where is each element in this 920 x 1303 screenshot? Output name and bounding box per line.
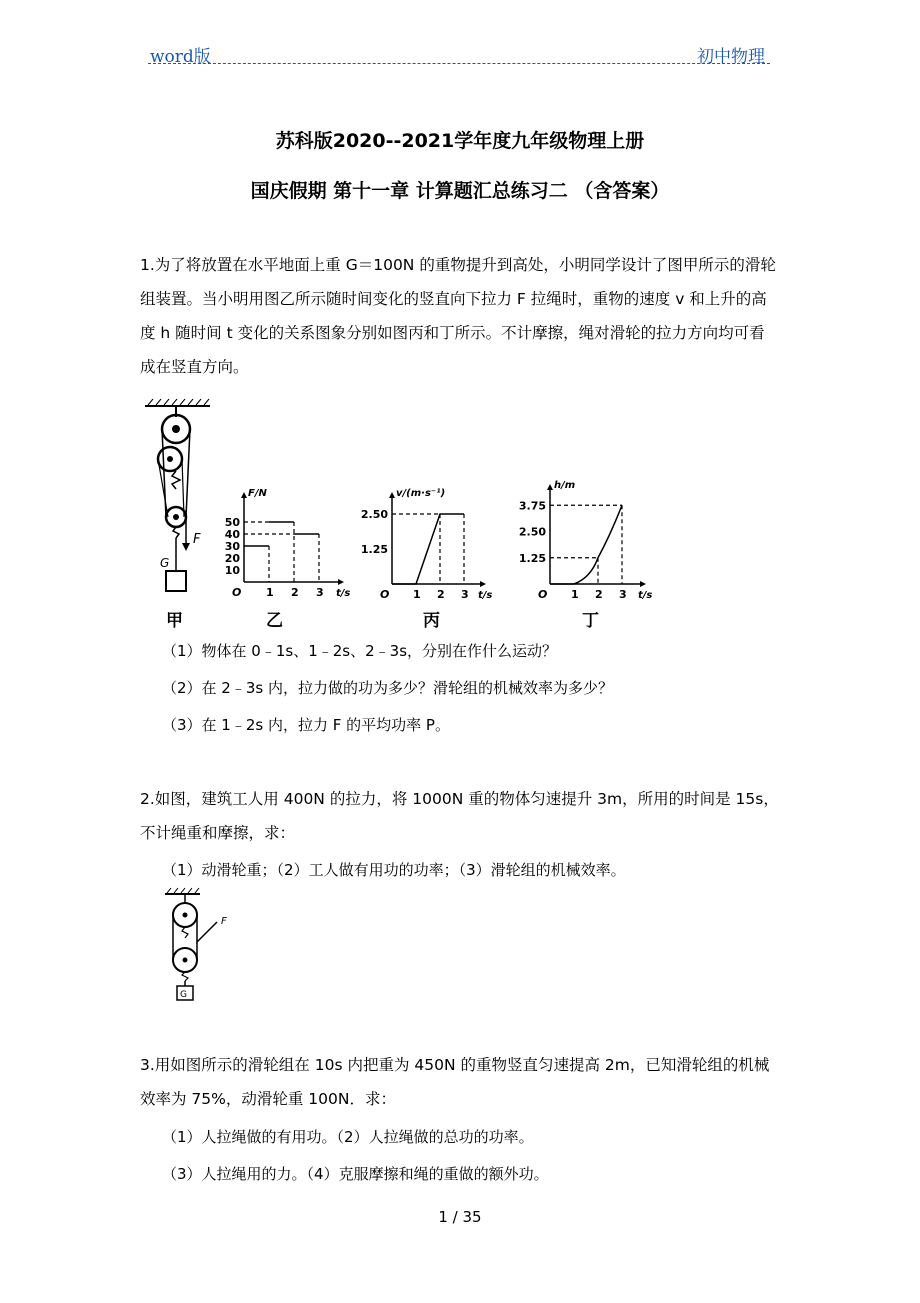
chart-bing-velocity-time	[360, 486, 493, 608]
y-tick-label: 1.25	[518, 551, 546, 565]
x-tick-label: 2	[291, 586, 299, 599]
x-axis-label: t/s	[478, 590, 493, 601]
question-3-text: 3.用如图所示的滑轮组在 10s 内把重为 450N 的重物竖直匀速提高 2m，已知滑轮组的机械效率为 75%，动滑轮重 100N．求：	[140, 1056, 770, 1108]
x-tick-label: 3	[619, 588, 627, 601]
x-tick-label: 2	[595, 588, 603, 601]
chart-ding-height-time	[518, 480, 653, 608]
y-tick-label: 30	[224, 540, 240, 553]
page-number: 1 / 35	[438, 1208, 482, 1226]
y-axis-arrow	[241, 492, 247, 498]
y-tick-label: 3.75	[518, 499, 546, 513]
figure-label-yi: 乙	[266, 611, 283, 631]
y-tick-label: 1.25	[360, 543, 388, 556]
x-axis-label: t/s	[638, 590, 653, 601]
header-left: word版	[150, 47, 211, 67]
y-axis-arrow	[547, 484, 553, 490]
y-tick-label: 40	[224, 528, 240, 541]
velocity-line	[392, 514, 464, 584]
question-3-sub-2: （3）人拉绳用的力。（4）克服摩擦和绳的重做的额外功。	[162, 1165, 549, 1183]
height-curve	[550, 505, 622, 584]
page-subtitle: 国庆假期 第十一章 计算题汇总练习二 （含答案）	[250, 180, 670, 202]
x-tick-label: 2	[437, 588, 445, 601]
header-right: 初中物理	[697, 47, 765, 67]
y-tick-label: 50	[224, 516, 240, 529]
origin-label: O	[232, 586, 242, 599]
origin-label: O	[538, 588, 548, 601]
x-tick-label: 1	[266, 586, 274, 599]
figure-label-jia: 甲	[166, 611, 183, 631]
figure-label-bing: 丙	[423, 611, 440, 631]
figure-q2-pulley	[155, 886, 245, 1006]
y-axis-arrow	[389, 492, 395, 498]
x-axis-arrow	[640, 581, 646, 587]
question-2-sub: （1）动滑轮重；（2）工人做有用功的功率；（3）滑轮组的机械效率。	[162, 861, 626, 879]
x-axis-arrow	[480, 581, 486, 587]
x-tick-label: 3	[461, 588, 469, 601]
x-tick-label: 1	[571, 588, 579, 601]
x-tick-label: 1	[413, 588, 421, 601]
y-axis-label: F/N	[248, 488, 267, 499]
y-tick-label: 10	[224, 564, 240, 577]
q2-weight-label: G	[180, 990, 187, 1000]
force-label: F	[193, 532, 201, 547]
origin-label: O	[380, 588, 390, 601]
figure-jia-pulley	[140, 395, 220, 607]
figure-label-ding: 丁	[582, 611, 599, 631]
q2-force-label: F	[221, 916, 227, 927]
question-1-sub-1: （1）物体在 0﹣1s、1﹣2s、2﹣3s，分别在作什么运动？	[162, 642, 558, 660]
x-axis-label: t/s	[336, 588, 351, 599]
header-divider	[148, 63, 770, 64]
chart-yi-force-time	[222, 490, 352, 608]
weight-label: G	[160, 556, 170, 570]
y-axis-label: v/(m·s⁻¹)	[396, 488, 446, 499]
y-axis-label: h/m	[554, 480, 576, 491]
x-axis-arrow	[338, 579, 344, 585]
x-tick-label: 3	[316, 586, 324, 599]
y-tick-label: 20	[224, 552, 240, 565]
y-tick-label: 2.50	[518, 525, 546, 539]
question-1-sub-2: （2）在 2﹣3s 内，拉力做的功为多少？滑轮组的机械效率为多少？	[162, 679, 613, 697]
page-title: 苏科版2020--2021学年度九年级物理上册	[275, 130, 645, 152]
question-3-sub-1: （1）人拉绳做的有用功。（2）人拉绳做的总功的功率。	[162, 1128, 534, 1146]
y-tick-label: 2.50	[360, 508, 388, 521]
question-1-text: 1.为了将放置在水平地面上重 G＝100N 的重物提升到高处，小明同学设计了图甲所示的滑轮组装置。当小明用图乙所示随时间变化的竖直向下拉力 F 拉绳时，重物的速度 v 和上升的高度 h 随时间 t 变化的关系图象分别如图丙和丁所示。不计摩擦，绳对滑轮的拉力方向均可看成在竖直方向。	[140, 256, 776, 376]
question-1-sub-3: （3）在 1﹣2s 内，拉力 F 的平均功率 P。	[162, 716, 450, 734]
question-2-text: 2.如图，建筑工人用 400N 的拉力，将 1000N 重的物体匀速提升 3m，所用的时间是 15s，不计绳重和摩擦，求：	[140, 790, 779, 842]
